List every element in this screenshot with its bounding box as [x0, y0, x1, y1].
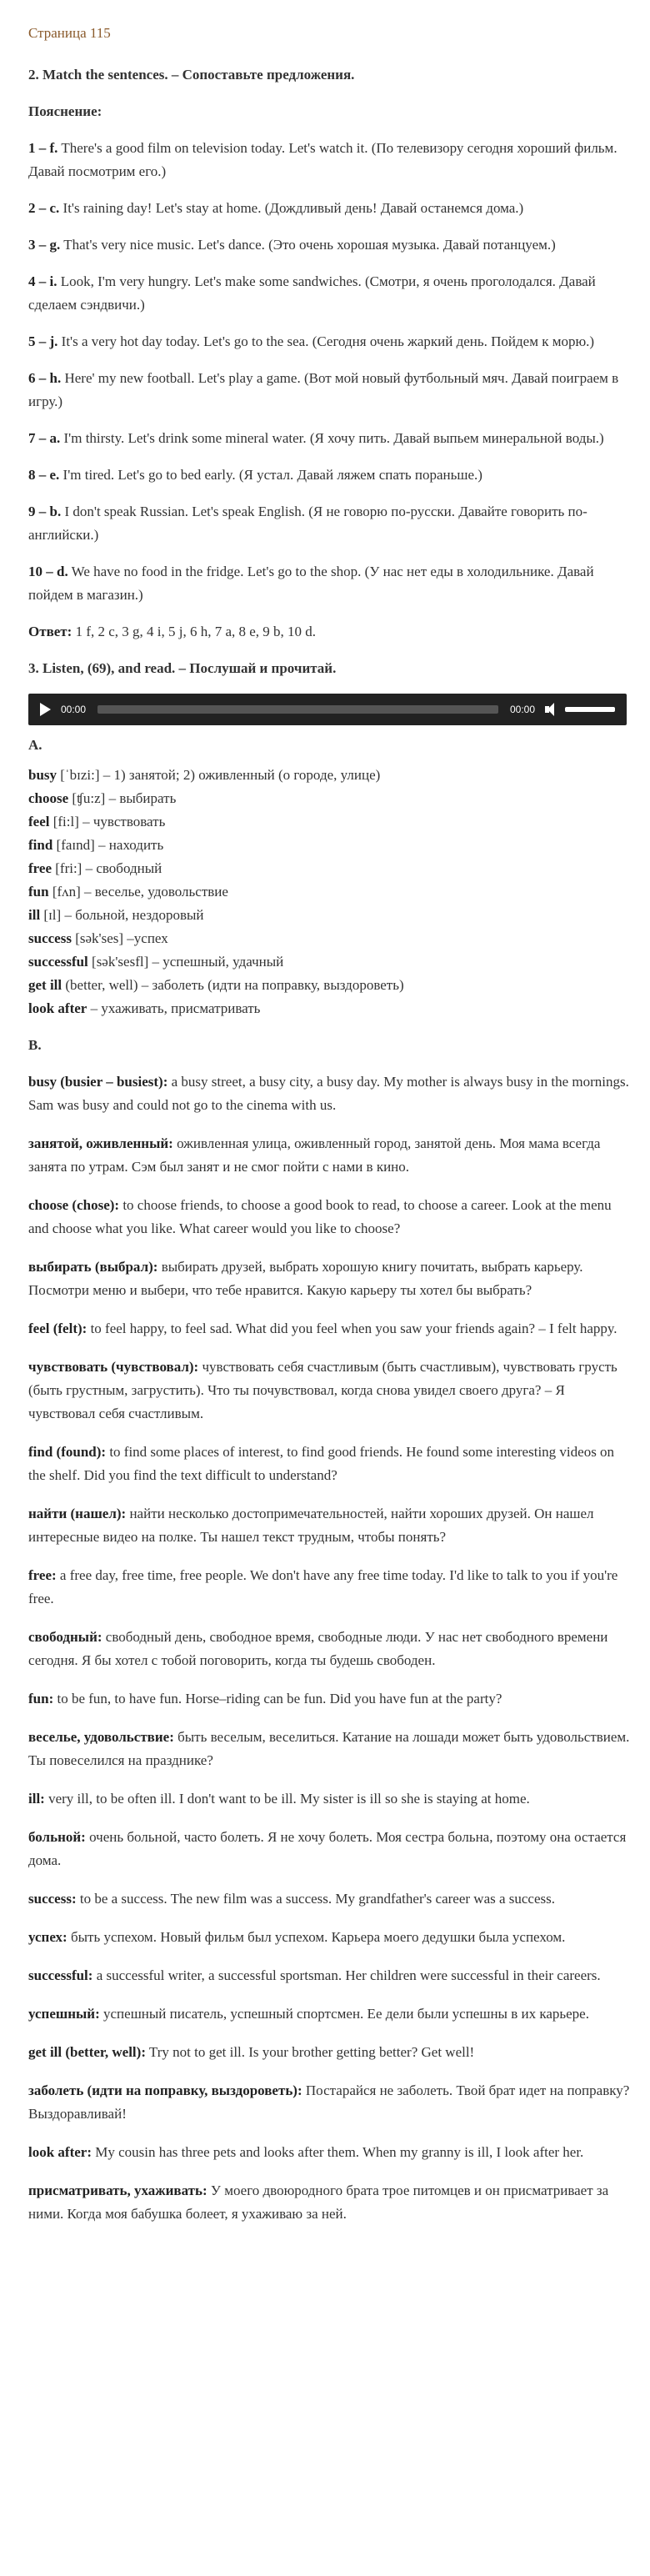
vocab-item-text: [fri:] – свободный — [52, 860, 162, 876]
definition-item — [28, 2079, 630, 2126]
definition-item — [28, 2002, 630, 2026]
match-item-text: That's very nice music. Let's dance. (Это очень хорошая музыка. Давай потанцуем.) — [60, 237, 556, 253]
definition-item — [28, 1255, 630, 1302]
progress-track[interactable] — [98, 705, 498, 714]
definition-item-key: веселье, удовольствие: — [28, 1729, 174, 1745]
vocab-item — [28, 857, 630, 880]
definition-item-key: успешный: — [28, 2006, 100, 2022]
definition-item — [28, 2041, 630, 2064]
match-item-text: We have no food in the fridge. Let's go to the shop. (У нас нет еды в холодильнике. Давай пойдем в магазин.) — [28, 564, 594, 603]
match-item-key: 6 – h. — [28, 370, 62, 386]
explanation-label: Пояснение: — [28, 103, 102, 119]
match-item-key: 3 – g. — [28, 237, 61, 253]
vocabulary-list — [28, 764, 630, 1020]
vocab-item-key: look after — [28, 1000, 88, 1016]
vocab-item-text: [ʧu:z] – выбирать — [68, 790, 177, 806]
definition-item-key: successful: — [28, 1967, 93, 1983]
definition-item-text: Постарайся не заболеть. Твой брат идет на поправку? Выздоравливай! — [28, 2082, 630, 2122]
definition-item-key: выбирать (выбрал): — [28, 1259, 158, 1275]
match-item-text: There's a good film on television today. Let's watch it. (По телевизору сегодня хороший фильм. Давай посмотрим его.) — [28, 140, 618, 179]
definition-item-text: a busy street, a busy city, a busy day. My mother is always busy in the mornings. Sam was busy and could not go to the cinema with us. — [28, 1074, 629, 1113]
vocab-item-text: [sək'sesfl] – успешный, удачный — [88, 954, 284, 970]
definition-item-text: My cousin has three pets and looks after them. When my granny is ill, I look after her. — [92, 2144, 584, 2160]
current-time: 00:00 — [61, 704, 87, 715]
definition-item-key: choose (chose): — [28, 1197, 120, 1213]
definition-item — [28, 1502, 630, 1549]
definition-item-text: очень больной, часто болеть. Я не хочу болеть. Моя сестра больна, поэтому она остается дома. — [28, 1829, 627, 1868]
definition-item-text: быть веселым, веселиться. Катание на лошади может быть удовольствием. Ты повеселился на празднике? — [28, 1729, 630, 1768]
vocab-item — [28, 904, 630, 927]
definition-item-text: успешный писатель, успешный спортсмен. Ее дели были успешны в их карьере. — [99, 2006, 589, 2022]
definition-item-key: get ill (better, well): — [28, 2044, 146, 2060]
definition-item-key: find (found): — [28, 1444, 107, 1460]
vocab-item-key: find — [28, 837, 53, 853]
match-item-key: 1 – f. — [28, 140, 58, 156]
definition-item-key: занятой, оживленный: — [28, 1135, 173, 1151]
definitions-list — [28, 1070, 630, 2226]
match-item — [28, 500, 630, 547]
vocab-item-key: choose — [28, 790, 69, 806]
match-item-key: 5 – j. — [28, 333, 58, 349]
definition-item-text: very ill, to be often ill. I don't want to be ill. My sister is ill so she is staying at home. — [44, 1791, 530, 1807]
match-item — [28, 137, 630, 183]
answer-text: 1 f, 2 c, 3 g, 4 i, 5 j, 6 h, 7 a, 8 e, 9 b, 10 d. — [72, 624, 317, 639]
definition-item-text: выбирать друзей, выбрать хорошую книгу почитать, выбрать карьеру. Посмотри меню и выбери, что тебе нравится. Какую карьеру ты хотел бы выбрать? — [28, 1259, 583, 1298]
vocab-item-text: [faɪnd] – находить — [52, 837, 164, 853]
definition-item — [28, 1926, 630, 1949]
vocab-item — [28, 834, 630, 857]
definition-item-key: присматривать, ухаживать: — [28, 2183, 208, 2198]
definition-item-text: оживленная улица, оживленный город, занятой день. Моя мама всегда занята по утрам. Сэм был занят и не смог пойти с нами в кино. — [28, 1135, 601, 1175]
definition-item — [28, 1726, 630, 1772]
definition-item — [28, 1194, 630, 1240]
definition-item — [28, 1826, 630, 1872]
definition-item-text: быть успехом. Новый фильм был успехом. Карьера моего дедушки была успехом. — [67, 1929, 566, 1945]
definition-item-text: найти несколько достопримечательностей, найти хороших друзей. Он нашел интересные видео на полке. Ты нашел текст трудным, чтобы понять? — [28, 1506, 594, 1545]
vocab-item-text: [fi:l] – чувствовать — [49, 814, 166, 829]
definition-item-key: look after: — [28, 2144, 92, 2160]
play-icon[interactable] — [40, 703, 51, 716]
match-item-key: 9 – b. — [28, 504, 62, 519]
match-item — [28, 330, 630, 353]
definition-item-text: to be fun, to have fun. Horse–riding can be fun. Did you have fun at the party? — [53, 1691, 502, 1706]
vocab-item — [28, 927, 630, 950]
definition-item-key: больной: — [28, 1829, 86, 1845]
definition-item — [28, 1441, 630, 1487]
definition-item-text: a successful writer, a successful sportsman. Her children were successful in their careers. — [92, 1967, 601, 1983]
definition-item-key: успех: — [28, 1929, 68, 1945]
definition-item-text: a free day, free time, free people. We don't have any free time today. I'd like to talk to you if you're free. — [28, 1567, 618, 1606]
match-item-text: I don't speak Russian. Let's speak English. (Я не говорю по-русски. Давайте говорить по-английски.) — [28, 504, 588, 543]
vocab-item — [28, 787, 630, 810]
definition-item — [28, 2179, 630, 2226]
match-item-text: It's raining day! Let's stay at home. (Дождливый день! Давай останемся дома.) — [59, 200, 524, 216]
definition-item — [28, 2141, 630, 2164]
definition-item-key: найти (нашел): — [28, 1506, 127, 1521]
definition-item-key: free: — [28, 1567, 57, 1583]
vocab-item-text: [ˈbɪzi:] – 1) занятой; 2) оживленный (о городе, улице) — [57, 767, 381, 783]
duration: 00:00 — [509, 704, 535, 715]
match-item-text: Here' my new football. Let's play a game. (Вот мой новый футбольный мяч. Давай поиграем в игру.) — [28, 370, 619, 409]
match-item — [28, 233, 630, 257]
definition-item — [28, 1787, 630, 1811]
match-answers-list — [28, 137, 630, 607]
match-item-text: I'm thirsty. Let's drink some mineral water. (Я хочу пить. Давай выпьем минеральной воды.) — [60, 430, 604, 446]
match-item-text: Look, I'm very hungry. Let's make some sandwiches. (Смотри, я очень проголодался. Давай сделаем сэндвичи.) — [28, 273, 596, 313]
definition-item — [28, 1964, 630, 1987]
definition-item — [28, 1564, 630, 1611]
page-number: Страница 115 — [28, 25, 111, 41]
vocab-item — [28, 974, 630, 997]
definition-item-key: feel (felt): — [28, 1321, 88, 1336]
definition-item-text: to feel happy, to feel sad. What did you feel when you saw your friends again? – I felt happy. — [87, 1321, 618, 1336]
match-item-key: 7 – a. — [28, 430, 61, 446]
definition-item — [28, 1887, 630, 1911]
vocab-item-text: – ухаживать, присматривать — [87, 1000, 261, 1016]
definition-item — [28, 1356, 630, 1426]
definition-item-text: свободный день, свободное время, свободные люди. У нас нет свободного времени сегодня. Я бы хотел с тобой поговорить, когда ты будешь свободен. — [28, 1629, 608, 1668]
definition-item-key: fun: — [28, 1691, 54, 1706]
answer-label: Ответ: — [28, 624, 72, 639]
definition-item-text: Try not to get ill. Is your brother getting better? Get well! — [145, 2044, 475, 2060]
vocab-item — [28, 764, 630, 787]
match-item — [28, 197, 630, 220]
definition-item-text: to be a success. The new film was a success. My grandfather's career was a success. — [76, 1891, 556, 1907]
definition-item — [28, 1132, 630, 1179]
vocab-item-key: feel — [28, 814, 50, 829]
definition-item — [28, 1626, 630, 1672]
section-a-label: A. — [28, 737, 42, 753]
match-item-key: 8 – e. — [28, 467, 60, 483]
definition-item-key: success: — [28, 1891, 77, 1907]
match-item — [28, 427, 630, 450]
vocab-item-key: ill — [28, 907, 41, 923]
match-item-key: 4 – i. — [28, 273, 58, 289]
vocab-item — [28, 810, 630, 834]
vocab-item-key: free — [28, 860, 52, 876]
match-item — [28, 560, 630, 607]
audio-player — [28, 694, 627, 725]
exercise-2-title: 2. Match the sentences. – Сопоставьте предложения. — [28, 67, 355, 83]
vocab-item-key: fun — [28, 884, 49, 900]
vocab-item-text: (better, well) – заболеть (идти на поправку, выздороветь) — [62, 977, 404, 993]
match-item-key: 10 – d. — [28, 564, 68, 579]
match-item-key: 2 – c. — [28, 200, 60, 216]
definition-item-text: to choose friends, to choose a good book to read, to choose a career. Look at the menu and choose what you like. What career would you like to choose? — [28, 1197, 612, 1236]
definition-item-key: ill: — [28, 1791, 45, 1807]
match-item-text: It's a very hot day today. Let's go to the sea. (Сегодня очень жаркий день. Пойдем к морю.) — [58, 333, 595, 349]
definition-item-key: заболеть (идти на поправку, выздороветь): — [28, 2082, 302, 2098]
definition-item — [28, 1687, 630, 1711]
vocab-item-text: [ɪl] – больной, нездоровый — [40, 907, 204, 923]
vocab-item — [28, 950, 630, 974]
match-item — [28, 464, 630, 487]
definition-item — [28, 1317, 630, 1341]
section-b-label: B. — [28, 1037, 42, 1053]
vocab-item-key: success — [28, 930, 72, 946]
exercise-3-title: 3. Listen, (69), and read. – Послушай и прочитай. — [28, 660, 337, 676]
vocab-item-key: get ill — [28, 977, 62, 993]
vocab-item-text: [sək'ses] –успех — [71, 930, 168, 946]
vocab-item-text: [fʌn] – веселье, удовольствие — [48, 884, 228, 900]
match-item-text: I'm tired. Let's go to bed early. (Я устал. Давай ляжем спать пораньше.) — [59, 467, 482, 483]
vocab-item-key: successful — [28, 954, 88, 970]
vocab-item — [28, 880, 630, 904]
definition-item-text: to find some places of interest, to find good friends. He found some interesting videos on the shelf. Did you find the text difficult to understand? — [28, 1444, 615, 1483]
match-item — [28, 367, 630, 413]
definition-item-key: свободный: — [28, 1629, 102, 1645]
definition-item — [28, 1070, 630, 1117]
definition-item-key: busy (busier – busiest): — [28, 1074, 168, 1090]
answer-line — [28, 620, 630, 644]
match-item — [28, 270, 630, 317]
vocab-item-key: busy — [28, 767, 58, 783]
definition-item-text: чувствовать себя счастливым (быть счастливым), чувствовать грусть (быть грустным, загрустить). Что ты почувствовал, когда снова увидел своего друга? – Я чувствовал себя счастливым. — [28, 1359, 618, 1421]
definition-item-key: чувствовать (чувствовал): — [28, 1359, 199, 1375]
volume-slider[interactable] — [565, 707, 615, 712]
volume-icon[interactable] — [545, 703, 558, 716]
vocab-item — [28, 997, 630, 1020]
definition-item-text: У моего двоюродного брата трое питомцев и он присматривает за ними. Когда моя бабушка болеет, я ухаживаю за ней. — [28, 2183, 609, 2222]
